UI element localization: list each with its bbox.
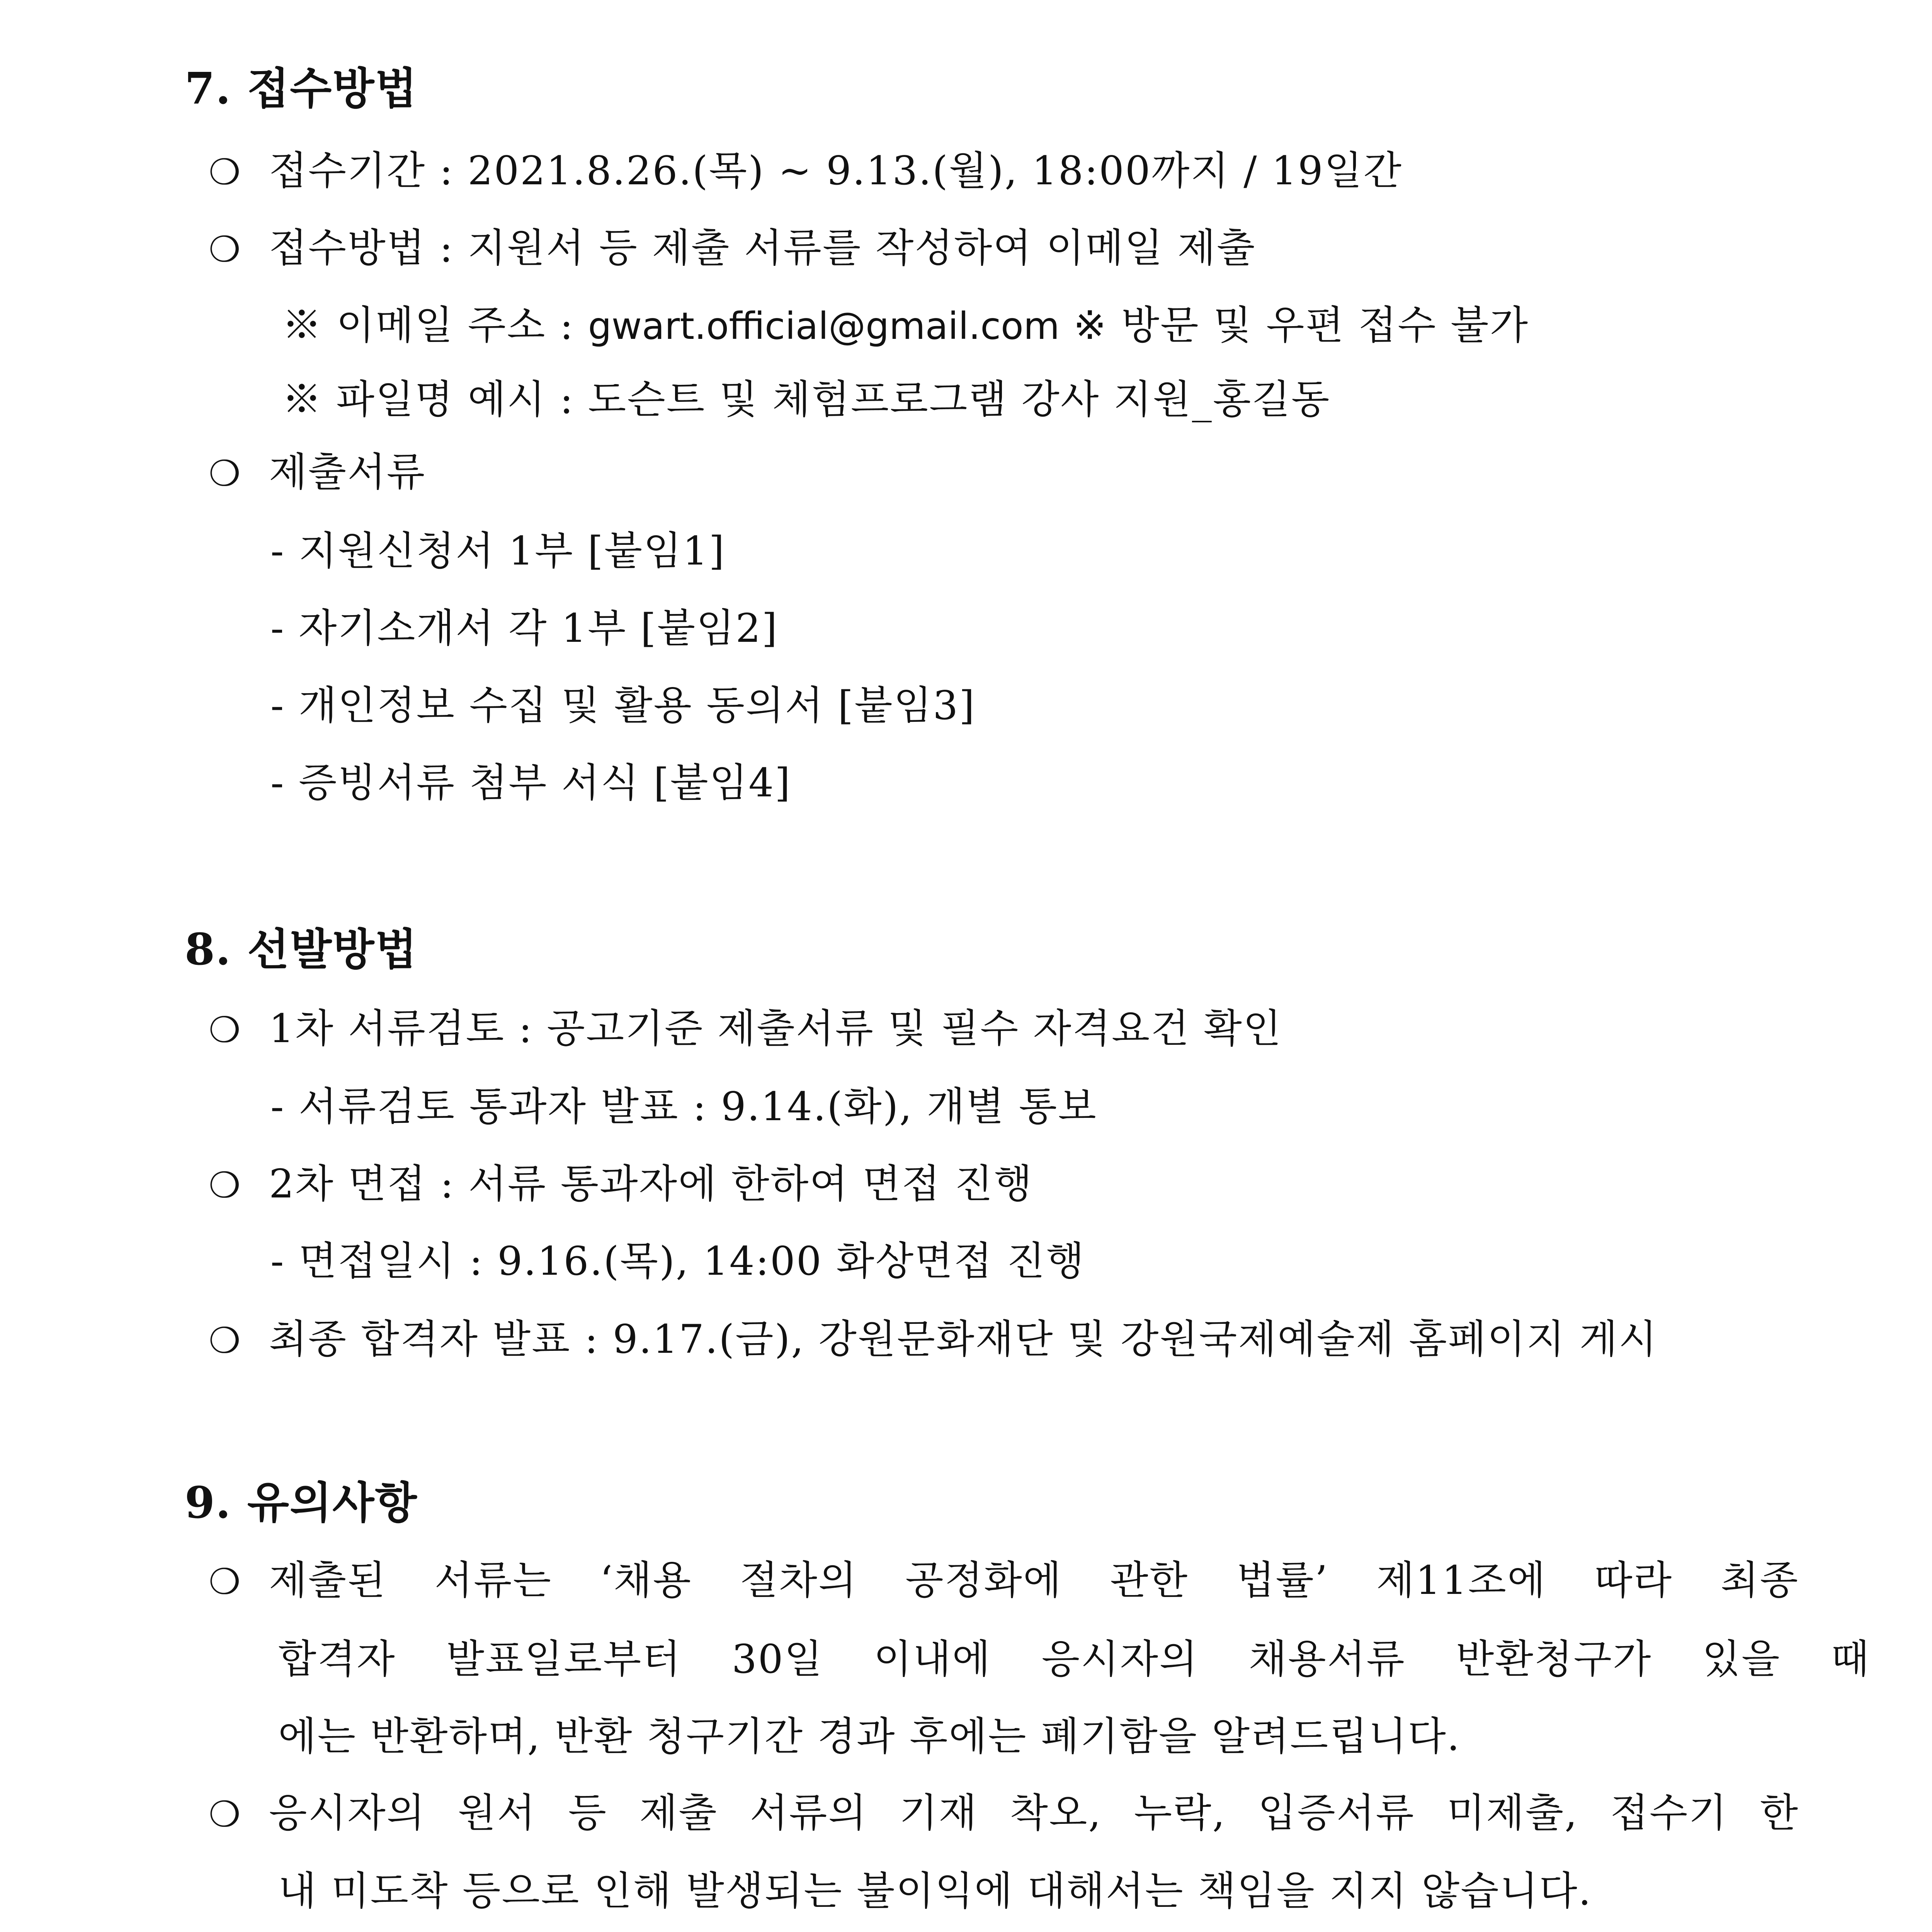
s9-item2-line1	[209, 1788, 1799, 1840]
s8-bullet-second	[209, 1159, 1033, 1211]
s7-docs-text: 제출서류	[269, 449, 426, 495]
s7-bullet-method	[209, 223, 1256, 275]
bullet-circle-icon: ❍	[209, 229, 242, 270]
s9-item1-text: 제출된 서류는 ‘채용 절차의 공정화에 관한 법률’ 제11조에 따라 최종	[269, 1558, 1799, 1604]
s8-sub-first: - 서류검토 통과자 발표 : 9.14.(화), 개별 통보	[270, 1084, 1097, 1130]
note-email-suffix: ※ 방문 및 우편 접수 불가	[1060, 303, 1529, 349]
bullet-circle-icon: ❍	[209, 1794, 242, 1835]
s8-second-text: 2차 면접 : 서류 통과자에 한하여 면접 진행	[269, 1161, 1033, 1207]
s9-item2-line2: 내 미도착 등으로 인해 발생되는 불이익에 대해서는 책임을 지지 않습니다.	[278, 1868, 1592, 1914]
bullet-circle-icon: ❍	[209, 1009, 242, 1051]
bullet-circle-icon: ❍	[209, 1561, 242, 1602]
s7-bullet-docs	[209, 447, 426, 499]
s9-item1-line3: 에는 반환하며, 반환 청구기간 경과 후에는 폐기함을 알려드립니다.	[278, 1714, 1461, 1760]
s7-method-text: 접수방법 : 지원서 등 제출 서류를 작성하여 이메일 제출	[269, 225, 1256, 271]
s7-note-filename: ※ 파일명 예시 : 도슨트 및 체험프로그램 강사 지원_홍길동	[282, 377, 1331, 423]
s8-bullet-final	[209, 1315, 1658, 1366]
s9-item1-line2: 합격자 발표일로부터 30일 이내에 응시자의 채용서류 반환청구가 있을 때	[278, 1636, 1870, 1682]
s9-item1-line1	[209, 1556, 1799, 1607]
s7-bullet-period	[209, 146, 1403, 197]
s9-item2-text: 응시자의 원서 등 제출 서류의 기재 착오, 누락, 입증서류 미제출, 접수기 한	[269, 1790, 1799, 1836]
section-7-title: 7. 접수방법	[185, 63, 418, 114]
bullet-circle-icon: ❍	[209, 1320, 242, 1361]
s7-doc-item: - 개인정보 수집 및 활용 동의서 [붙임3]	[270, 683, 976, 729]
s8-first-text: 1차 서류검토 : 공고기준 제출서류 및 필수 자격요건 확인	[269, 1006, 1282, 1052]
s7-doc-item: - 자기소개서 각 1부 [붙임2]	[270, 605, 779, 651]
s8-sub-second: - 면접일시 : 9.16.(목), 14:00 화상면접 진행	[270, 1238, 1085, 1284]
section-9-title: 9. 유의사항	[185, 1478, 418, 1528]
bullet-circle-icon: ❍	[209, 453, 242, 494]
section-8-title: 8. 선발방법	[185, 924, 418, 975]
s8-final-text: 최종 합격자 발표 : 9.17.(금), 강원문화재단 및 강원국제예술제 홈페이지 게시	[269, 1316, 1658, 1362]
s7-period-text: 접수기간 : 2021.8.26.(목) ~ 9.13.(월), 18:00까지 / 19일간	[269, 148, 1403, 194]
email-address-link[interactable]: gwart.official@gmail.com	[588, 304, 1060, 348]
bullet-circle-icon: ❍	[209, 151, 242, 193]
s7-doc-item: - 지원신청서 1부 [붙임1]	[270, 528, 726, 574]
s7-note-email	[282, 301, 1529, 351]
s8-bullet-first	[209, 1004, 1282, 1055]
bullet-circle-icon: ❍	[209, 1165, 242, 1206]
s7-doc-item: - 증빙서류 첨부 서식 [붙임4]	[270, 760, 791, 806]
note-email-prefix: ※ 이메일 주소 :	[282, 303, 588, 349]
